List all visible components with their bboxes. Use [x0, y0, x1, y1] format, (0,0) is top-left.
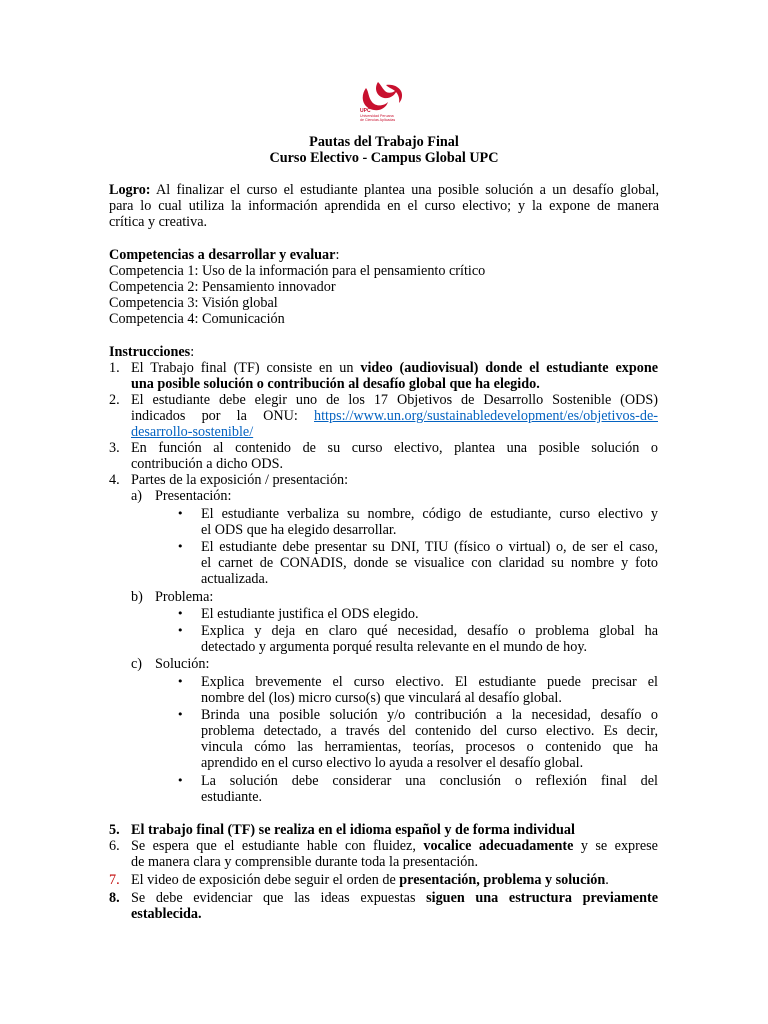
bullet: • [177, 624, 184, 637]
bullet: • [177, 607, 184, 620]
sub-letter: b) [131, 589, 143, 605]
item-number [109, 822, 131, 838]
item8-num: 8. [109, 890, 120, 906]
item-number: 1. [109, 360, 120, 376]
item7-text: El video de exposición debe seguir el orden de [131, 872, 400, 888]
sub-letter: a) [131, 488, 143, 504]
bullet: • [177, 675, 184, 688]
item2-line1: El estudiante debe elegir uno de los 17 Objetivos de Desarrollo Sostenible (ODS) [131, 392, 658, 408]
item6-bold: vocalice adecuadamente [423, 838, 574, 854]
bullet-line: detectado y argumenta porqué resulta relevante en el mundo de hoy. [201, 639, 588, 655]
bullet-line: problema detectado, a través del contenido del curso electivo. Es decir, [201, 723, 658, 739]
item2-line2 [131, 408, 658, 424]
item-number: 7. [109, 872, 120, 888]
item7-bold: presentación, problema y solución [399, 872, 606, 888]
item3-line2: contribución a dicho ODS. [131, 456, 284, 472]
bullet: • [177, 708, 184, 721]
item8-text: Se debe evidenciar que las ideas expuestas [131, 890, 427, 906]
item5-line [131, 822, 658, 838]
logro-line2: para lo cual utiliza la información aprendida en el curso electivo; y la expone de manera [109, 198, 659, 214]
bullet-line: El estudiante justifica el ODS elegido. [201, 606, 419, 622]
competencias-colon: : [335, 247, 340, 263]
competencia-item: Competencia 4: Comunicación [109, 311, 285, 327]
bullet-line: aprendido en el curso electivo lo ayuda a resolver el desafío global. [201, 755, 584, 771]
item1-line1 [131, 360, 658, 376]
document-subtitle: Curso Electivo - Campus Global UPC [269, 150, 499, 166]
item6-line1 [131, 838, 658, 854]
bullet: • [177, 540, 184, 553]
bullet-line: vincula cómo las herramientas, teorías, procesos o contenido que ha [201, 739, 658, 755]
item7-line [131, 872, 658, 888]
competencias-section [109, 247, 659, 327]
sub-letter: c) [131, 656, 143, 672]
item-number: 4. [109, 472, 120, 488]
bullet-line: el carnet de CONADIS, donde se visualice con claridad su nombre y foto [201, 555, 658, 571]
item2-line3 [131, 424, 658, 440]
logro-line1: Al finalizar el curso el estudiante plantea una posible solución a un desafío global, [150, 182, 659, 198]
item7-period: . [605, 872, 609, 888]
item3-line1: En función al contenido de su curso electivo, plantea una posible solución o [131, 440, 658, 456]
bullet: • [177, 507, 184, 520]
item-number: 6. [109, 838, 120, 854]
competencia-item: Competencia 3: Visión global [109, 295, 278, 311]
bullet-line: nombre del (los) micro curso(s) que vinculará al desafío global. [201, 690, 562, 706]
competencia-item: Competencia 2: Pensamiento innovador [109, 279, 336, 295]
logo-sub1: Universidad Peruana [360, 114, 394, 118]
item6-text: Se espera que el estudiante hable con fluidez, [131, 838, 424, 854]
bullet-line: el ODS que ha elegido desarrollar. [201, 522, 397, 538]
item-number: 2. [109, 392, 120, 408]
item8-line1 [131, 890, 658, 906]
logo-name: UPC [360, 108, 371, 114]
logro-label: Logro: [109, 182, 151, 198]
item5-num: 5. [109, 822, 120, 838]
instrucciones-heading [109, 344, 659, 360]
item4-line1: Partes de la exposición / presentación: [131, 472, 349, 488]
ods-link[interactable]: https://www.un.org/sustainabledevelopment/es/objetivos-de- [314, 408, 658, 424]
bullet-line: La solución debe considerar una conclusión o reflexión final del [201, 773, 658, 789]
bullet-line: Brinda una posible solución y/o contribución a la necesidad, desafío o [201, 707, 658, 723]
bullet-line: El estudiante debe presentar su DNI, TIU (físico o virtual) o, de ser el caso, [201, 539, 658, 555]
bullet-line: estudiante. [201, 789, 263, 805]
bullet-line: actualizada. [201, 571, 269, 587]
item-number: 3. [109, 440, 120, 456]
item8-line2 [131, 906, 658, 922]
item1-bold2: una posible solución o contribución al desafío global que ha elegido. [131, 376, 540, 392]
item5-bold: El trabajo final (TF) se realiza en el idioma español y de forma individual [131, 822, 575, 838]
logo-sub2: de Ciencias Aplicadas [360, 118, 396, 122]
item8-bold2: establecida. [131, 906, 202, 922]
item1-text: El Trabajo final (TF) consiste en un [131, 360, 361, 376]
sub-label: Problema: [155, 589, 214, 605]
item2-text: indicados por la ONU: [131, 408, 314, 424]
item1-line2 [131, 376, 658, 392]
bullet-line: Explica brevemente el curso electivo. El estudiante puede precisar el [201, 674, 658, 690]
competencias-label: Competencias a desarrollar y evaluar [109, 247, 336, 263]
competencia-item: Competencia 1: Uso de la información para el pensamiento crítico [109, 263, 486, 279]
logro-paragraph [109, 182, 659, 230]
item1-bold: video (audiovisual) donde el estudiante expone [360, 360, 659, 376]
logro-line3: crítica y creativa. [109, 214, 208, 230]
item-number [109, 890, 131, 906]
item6-line2: de manera clara y comprensible durante toda la presentación. [131, 854, 479, 870]
item6-text2: y se exprese [573, 838, 658, 854]
item8-bold: siguen una estructura previamente [426, 890, 658, 906]
ods-link-continuation[interactable]: desarrollo-sostenible/ [131, 424, 254, 440]
instrucciones-colon: : [190, 344, 195, 360]
instrucciones-label: Instrucciones [109, 344, 191, 360]
sub-label: Solución: [155, 656, 210, 672]
sub-label: Presentación: [155, 488, 232, 504]
logo-text [360, 109, 420, 122]
bullet-line: Explica y deja en claro qué necesidad, desafío o problema global ha [201, 623, 658, 639]
document-title: Pautas del Trabajo Final [309, 134, 459, 150]
bullet: • [177, 774, 184, 787]
bullet-line: El estudiante verbaliza su nombre, código de estudiante, curso electivo y [201, 506, 658, 522]
